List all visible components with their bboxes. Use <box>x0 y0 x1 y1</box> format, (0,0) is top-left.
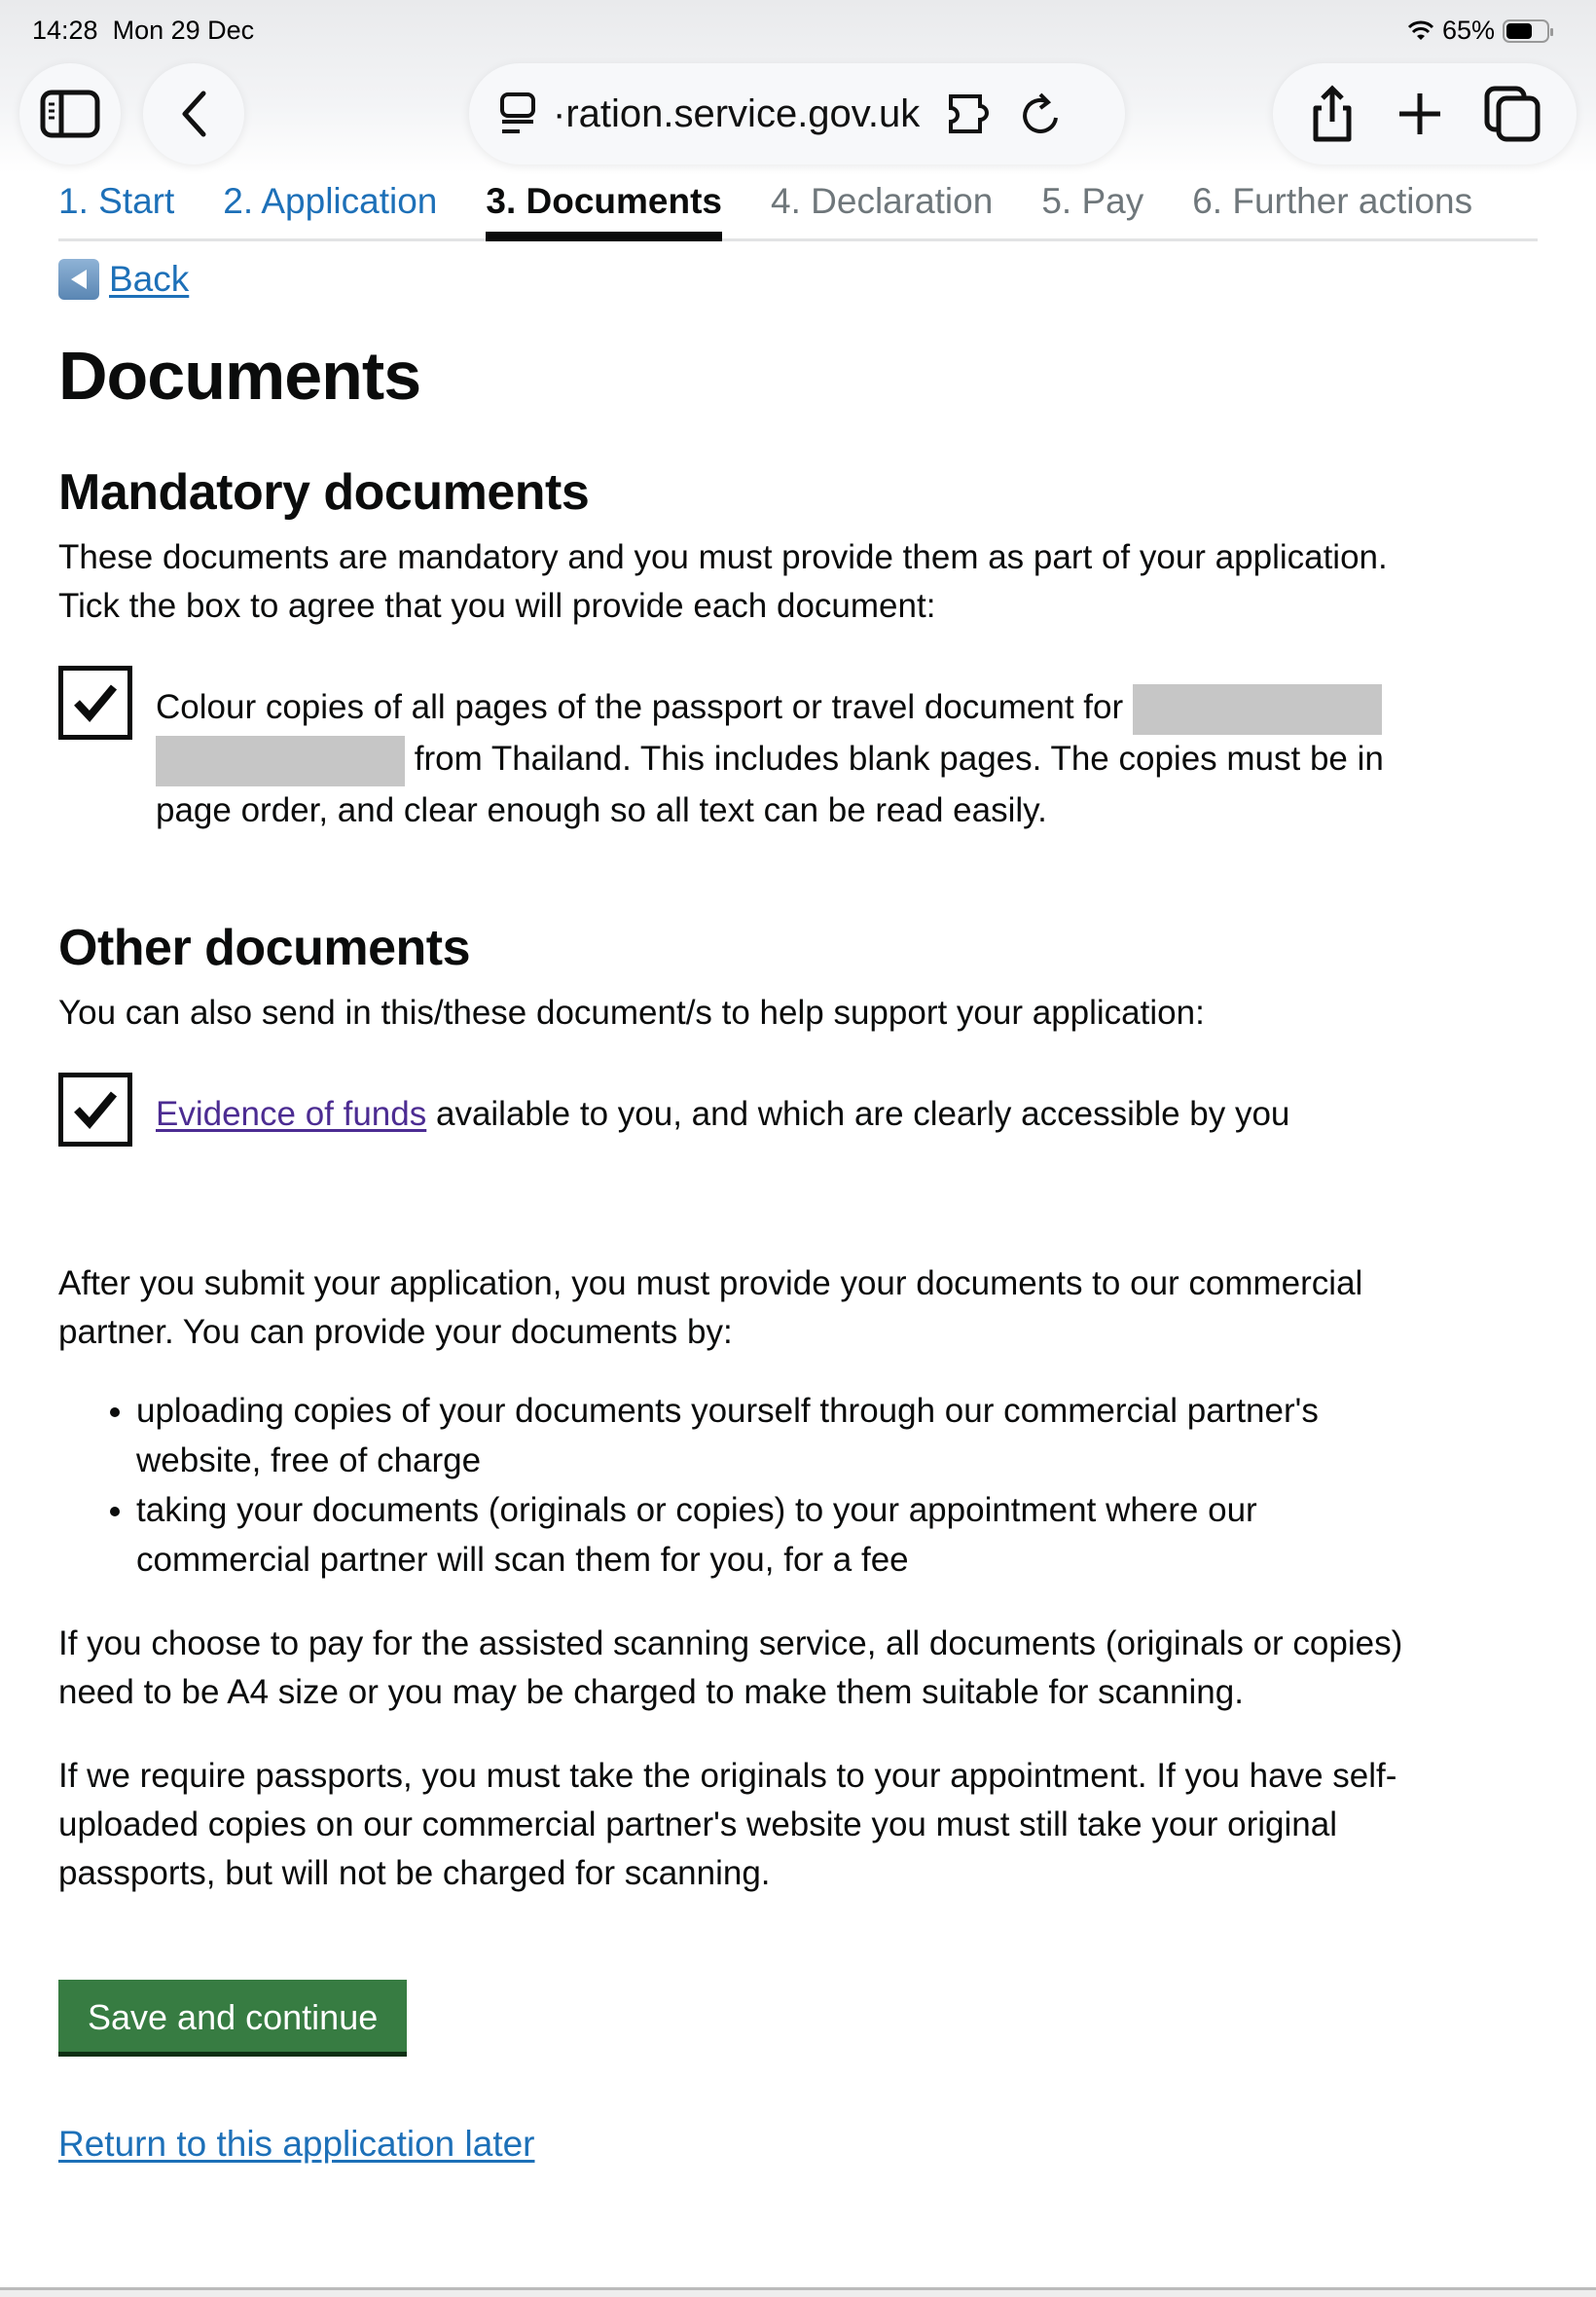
provide-options-list <box>58 1386 1421 1585</box>
after-submit-text: After you submit your application, you must provide your documents to our commercial partner. You can provide your documents by: <box>58 1263 1363 1351</box>
funds-checkbox[interactable] <box>58 1073 132 1147</box>
return-later-link[interactable]: Return to this application later <box>58 2123 535 2164</box>
sidebar-icon <box>40 90 100 138</box>
step-further-actions: 6. Further actions <box>1192 181 1473 221</box>
checkmark-icon <box>72 1088 119 1131</box>
status-indicators <box>1407 16 1549 46</box>
share-icon[interactable] <box>1308 85 1357 143</box>
step-application[interactable]: 2. Application <box>223 181 438 221</box>
battery-percent: 65% <box>1441 16 1495 45</box>
page-menu-icon[interactable] <box>498 92 537 135</box>
mandatory-item-passport <box>58 666 1421 835</box>
tabs-icon[interactable] <box>1483 85 1542 143</box>
sidebar-toggle-button[interactable] <box>19 63 121 164</box>
plus-icon[interactable] <box>1396 90 1444 138</box>
evidence-of-funds-link[interactable]: Evidence of funds <box>156 1094 427 1133</box>
bottom-divider <box>0 2287 1596 2297</box>
passport-note: If we require passports, you must take the originals to your appointment. If you have self-uploaded copies on our commercial partner's website you must still take your original passports, but will not be charged for scanning. <box>58 1756 1397 1892</box>
wifi-icon <box>1407 20 1434 42</box>
list-item: • uploading copies of your documents yourself through our commercial partner's website, free of charge <box>136 1386 1421 1485</box>
funds-checkbox-label: Evidence of funds available to you, and which are clearly accessible by you <box>156 1094 1290 1133</box>
other-documents-intro: You can also send in this/these document/s to help support your application: <box>58 993 1205 1032</box>
battery-icon <box>1503 19 1549 43</box>
step-pay: 5. Pay <box>1041 181 1144 221</box>
other-documents-heading: Other documents <box>58 919 470 976</box>
passport-checkbox-label: Colour copies of all pages of the passport or travel document for from Thailand. This includes blank pages. The copies must be in page order, and clear enough so all text can be read easily. <box>156 666 1421 835</box>
main-content <box>58 255 1421 2165</box>
page-title: Documents <box>58 338 421 414</box>
list-item: • taking your documents (originals or copies) to your appointment where our commercial partner will scan them for you, for a fee <box>136 1485 1421 1585</box>
reload-icon[interactable] <box>1019 91 1062 137</box>
other-item-funds <box>58 1073 1421 1147</box>
redacted-name-continued <box>156 736 405 786</box>
browser-actions <box>1273 63 1577 164</box>
save-and-continue-button[interactable]: Save and continue <box>58 1980 407 2052</box>
chevron-left-icon <box>179 90 208 138</box>
back-arrow-icon <box>58 259 99 300</box>
scanning-note: If you choose to pay for the assisted scanning service, all documents (originals or copies) need to be A4 size or you may be charged to make them suitable for scanning. <box>58 1623 1403 1711</box>
back-link-text[interactable]: Back <box>109 259 190 299</box>
checkmark-icon <box>72 681 119 724</box>
mandatory-intro: These documents are mandatory and you must provide them as part of your application. Tick the box to agree that you will provide each document: <box>58 538 1388 625</box>
redacted-name <box>1133 684 1382 735</box>
mandatory-heading: Mandatory documents <box>58 464 590 521</box>
step-declaration: 4. Declaration <box>771 181 994 221</box>
browser-back-button[interactable] <box>143 63 244 164</box>
passport-checkbox[interactable] <box>58 666 132 740</box>
extension-icon[interactable] <box>947 92 996 135</box>
address-bar[interactable] <box>469 63 1125 164</box>
back-link[interactable] <box>58 259 1421 300</box>
step-start[interactable]: 1. Start <box>58 181 175 221</box>
step-documents[interactable]: 3. Documents <box>486 173 722 238</box>
browser-chrome <box>0 0 1596 173</box>
status-time: 14:28 Mon 29 Dec <box>32 16 255 45</box>
step-navigation <box>58 173 1538 241</box>
url-text[interactable]: ·ration.service.gov.uk <box>553 91 921 135</box>
